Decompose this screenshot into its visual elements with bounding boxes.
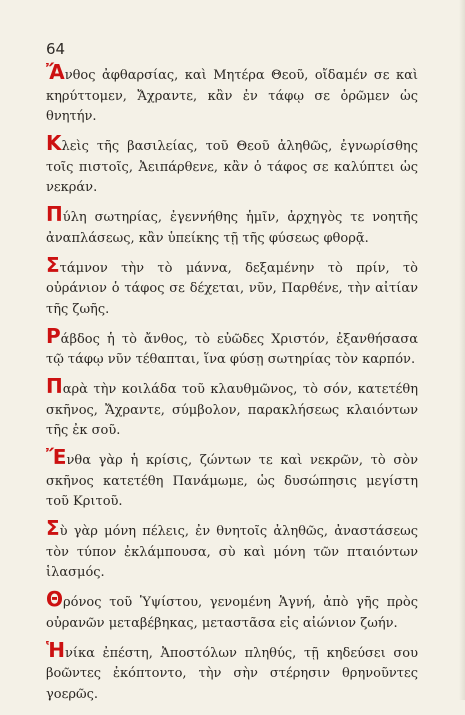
- stanza-text: τάμνον τὴν τὸ μάννα, δεξαμένην τὸ πρίν, τὸ οὐράνιον ὁ τάφος σε δέχεται, νῦν, Παρθένε, τὴν αἰτίαν τῆς ζωῆς.: [46, 260, 418, 317]
- stanza: [46, 252, 418, 321]
- stanza-text: αρὰ τὴν κοιλάδα τοῦ κλαυθμῶνος, τὸ σόν, κατετέθη σκῆνος, Ἄχραντε, σύμβολον, παρακλήσεως κλαιόντων τῆς ἐκ σοῦ.: [46, 382, 418, 438]
- stanza-initial: Ἄ: [46, 60, 65, 84]
- stanza-initial: Π: [46, 202, 63, 226]
- stanza-initial: Σ: [46, 252, 60, 277]
- stanza: [46, 131, 418, 199]
- page-edge-shadow: [459, 0, 465, 700]
- stanza: [46, 445, 418, 513]
- stanza: [46, 323, 418, 371]
- stanza: [46, 202, 418, 249]
- stanza: [46, 587, 418, 634]
- stanza-initial: Ρ: [46, 323, 61, 348]
- stanza-initial: Ἔ: [46, 445, 67, 469]
- stanza: [46, 374, 418, 442]
- stanza-text: άβδος ἡ τὸ ἄνθος, τὸ εὐῶδες Χριστόν, ἐξανθήσασα τῷ τάφῳ νῦν τέθαπται, ἵνα φύσῃ σωτηρίας τὸν καρπόν.: [46, 331, 418, 367]
- stanza-text: ὺ γὰρ μόνη πέλεις, ἐν θνητοῖς ἀληθῶς, ἀναστάσεως τὸν τύπον ἐκλάμπουσα, σὺ καὶ μόνη τῶν πταιόντων ἱλασμός.: [46, 524, 418, 580]
- stanza: [46, 60, 418, 128]
- stanza-text: ύλη σωτηρίας, ἐγεννήθης ἡμῖν, ἀρχηγὸς τε νοητῆς ἀναπλάσεως, κἂν ὑπείκης τῇ τῆς φύσεως φθορᾷ.: [46, 210, 418, 246]
- page-number: 64: [46, 40, 66, 58]
- stanza-text: νθα γὰρ ἡ κρίσις, ζώντων τε καὶ νεκρῶν, τὸ σὸν σκῆνος κατετέθη Πανάμωμε, ὡς δυσώπησις μεγίστη τοῦ Κριτοῦ.: [46, 453, 418, 509]
- stanza-text: νίκα ἐπέστη, Ἀποστόλων πληθύς, τῇ κηδεύσει σου βοῶντες ἐκόπτοντο, τὴν σὴν στέρησιν θρηνοῦντες γοερῶς.: [46, 645, 418, 702]
- stanza-initial: Ἡ: [46, 637, 66, 662]
- stanza-initial: Θ: [46, 587, 64, 611]
- stanza-initial: Π: [46, 374, 63, 398]
- stanza: [46, 637, 418, 706]
- stanza-text: ρόνος τοῦ Ὑψίστου, γενομένη Ἁγνή, ἀπὸ γῆς πρὸς οὐρανῶν μεταβέβηκας, μεταστᾶσα εἰς αἰώνιον ζωήν.: [46, 595, 418, 631]
- stanza-text: νθος ἀφθαρσίας, καὶ Μητέρα Θεοῦ, οἴδαμέν σε καὶ κηρύττομεν, Ἄχραντε, κἂν ἐν τάφῳ σε ὁρῶμεν ὡς θνητήν.: [46, 68, 418, 124]
- stanza-list: [46, 60, 418, 715]
- stanza-initial: Σ: [46, 516, 60, 540]
- stanza-text: λεὶς τῆς βασιλείας, τοῦ Θεοῦ ἀληθῶς, ἐγνωρίσθης τοῖς πιστοῖς, Ἀειπάρθενε, κἂν ὁ τάφος σε καλύπτει ὡς νεκράν.: [46, 139, 418, 195]
- stanza: [46, 516, 418, 584]
- stanza-initial: Κ: [46, 131, 62, 155]
